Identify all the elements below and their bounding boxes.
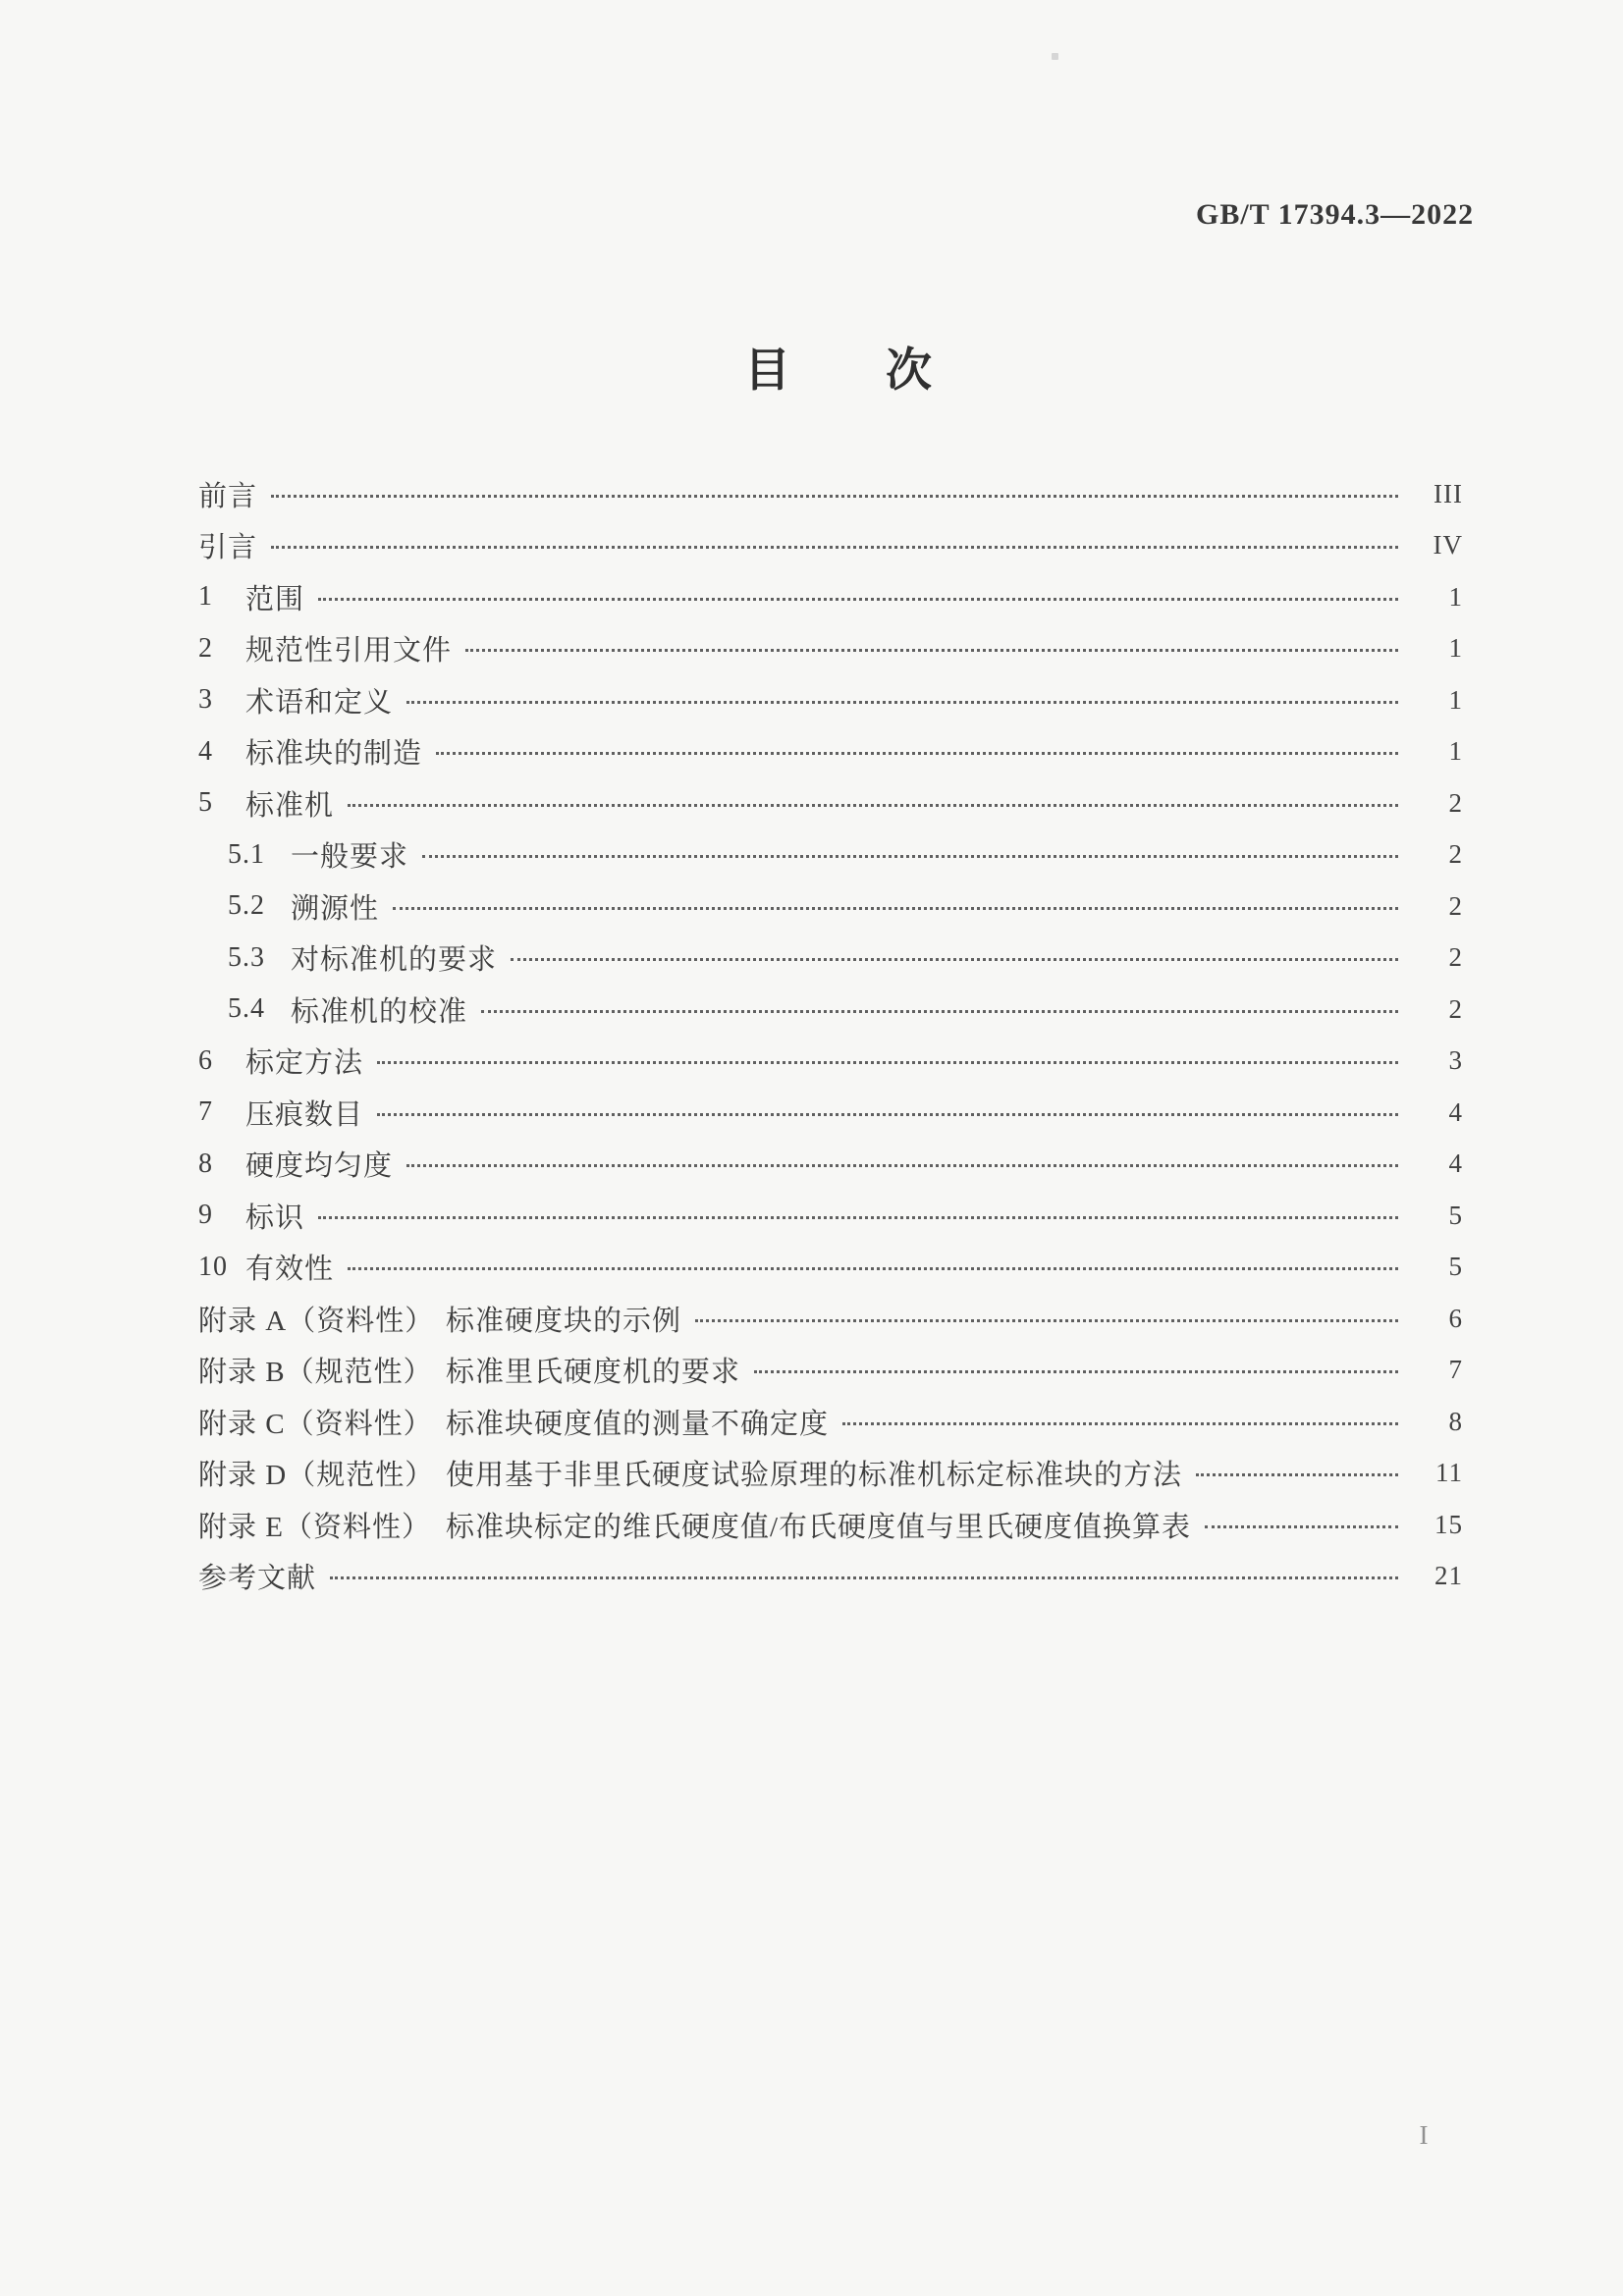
toc-entry-page-number: 4 [1448, 1096, 1463, 1127]
dot-leader [1205, 1525, 1398, 1528]
toc-entry-number: 1 [198, 581, 213, 613]
toc-entry-page-number: 21 [1434, 1561, 1463, 1591]
toc-entry [198, 829, 1463, 881]
toc-entry-label: 标准硬度块的示例 [446, 1305, 682, 1337]
dot-leader [754, 1370, 1398, 1373]
toc-entry [198, 1087, 1463, 1139]
toc-entry-page-number: 6 [1448, 1303, 1463, 1333]
toc-entry [198, 726, 1463, 778]
dot-leader [406, 1164, 1398, 1167]
dot-leader [348, 804, 1398, 807]
toc-entry-number: 5.4 [228, 993, 265, 1025]
toc-entry-number: 5 [198, 787, 213, 819]
toc-entry-page-number: 2 [1448, 787, 1463, 818]
toc-entry-page-number: 1 [1448, 736, 1463, 767]
dot-leader [436, 752, 1398, 755]
toc-entry-number: 3 [198, 684, 213, 716]
toc-entry-number: 8 [198, 1148, 213, 1179]
toc-entry-page-number: 5 [1448, 1252, 1463, 1282]
dot-leader [465, 649, 1398, 652]
toc-entry-label: 标准机的校准 [291, 995, 468, 1028]
dot-leader [377, 1113, 1398, 1116]
toc-entry-number: 6 [198, 1044, 213, 1076]
toc-entry-page-number: III [1434, 478, 1463, 508]
toc-entry-number: 4 [198, 735, 213, 767]
toc-entry-page-number: 4 [1448, 1148, 1463, 1179]
toc-entry [198, 1396, 1463, 1448]
toc-entry-number: 2 [198, 632, 213, 664]
toc-entry-label: 标准机 [245, 789, 335, 822]
toc-entry [198, 881, 1463, 933]
dot-leader [1196, 1473, 1398, 1476]
toc-entry-label: 标准块标定的维氏硬度值/布氏硬度值与里氏硬度值换算表 [446, 1511, 1192, 1543]
toc-entry [198, 520, 1463, 572]
toc-entry [198, 1345, 1463, 1397]
toc-entry-appendix-prefix: 附录 B（规范性） [198, 1357, 433, 1389]
toc-entry-number: 5.3 [228, 941, 265, 973]
toc-entry-label: 使用基于非里氏硬度试验原理的标准机标定标准块的方法 [446, 1460, 1183, 1492]
toc-entry [198, 1448, 1463, 1500]
toc-entry-label: 规范性引用文件 [245, 635, 453, 667]
toc-entry-appendix-prefix: 附录 D（规范性） [198, 1460, 435, 1492]
toc-entry-number: 5.1 [228, 838, 265, 870]
page-title: 目次 [744, 346, 1027, 397]
toc-entry-number: 9 [198, 1200, 213, 1231]
dot-leader [271, 546, 1398, 549]
toc-entry [198, 674, 1463, 726]
toc-entry-page-number: 5 [1448, 1200, 1463, 1230]
toc-entry [198, 1139, 1463, 1191]
toc-entry-label: 前言 [198, 480, 258, 512]
toc-entry-appendix-prefix: 附录 C（资料性） [198, 1408, 433, 1440]
toc-entry-page-number: 15 [1434, 1509, 1463, 1539]
toc-entry-number: 5.2 [228, 890, 265, 922]
toc-entry-label: 标准块的制造 [245, 738, 423, 771]
toc-entry-label: 标准块硬度值的测量不确定度 [446, 1408, 830, 1440]
toc-entry-label: 压痕数目 [245, 1098, 364, 1131]
dot-leader [406, 701, 1398, 704]
dot-leader [481, 1010, 1398, 1013]
toc-entry [198, 1242, 1463, 1294]
toc-entry [198, 933, 1463, 985]
toc-entry [198, 984, 1463, 1036]
toc-entry-label: 术语和定义 [245, 686, 394, 719]
toc-entry [198, 468, 1463, 520]
toc-entry [198, 1293, 1463, 1345]
toc-entry-page-number: 2 [1448, 993, 1463, 1024]
toc-entry-label: 有效性 [245, 1254, 335, 1286]
toc-entry-page-number: 7 [1448, 1355, 1463, 1385]
toc-entry-label: 标准里氏硬度机的要求 [446, 1357, 741, 1389]
dot-leader [695, 1319, 1398, 1322]
toc-entry-page-number: 2 [1448, 839, 1463, 870]
toc-entry-label: 硬度均匀度 [245, 1150, 394, 1183]
toc-entry-page-number: 2 [1448, 942, 1463, 973]
toc-entry-number: 7 [198, 1096, 213, 1128]
dot-leader [318, 1216, 1398, 1219]
toc-entry-page-number: IV [1433, 530, 1463, 561]
dot-leader [271, 495, 1398, 498]
toc-entry [198, 1036, 1463, 1088]
dot-leader [330, 1576, 1398, 1579]
toc-entry-number: 10 [198, 1251, 228, 1282]
footer-page-number: I [1419, 2120, 1429, 2150]
dot-leader [393, 907, 1398, 910]
toc-entry-label: 标定方法 [245, 1047, 364, 1080]
toc-entry-label: 范围 [245, 583, 305, 615]
scan-artifact-dot [1052, 53, 1058, 60]
toc-entry-label: 引言 [198, 532, 258, 564]
toc-entry [198, 623, 1463, 675]
toc-entry-page-number: 2 [1448, 890, 1463, 921]
toc-entry-appendix-prefix: 附录 A（资料性） [198, 1305, 435, 1337]
toc-entry-label: 标识 [245, 1201, 305, 1234]
toc-entry-page-number: 11 [1435, 1458, 1463, 1488]
toc-entry [198, 1190, 1463, 1242]
toc-entry-page-number: 8 [1448, 1406, 1463, 1436]
toc-entry-label: 参考文献 [198, 1563, 317, 1595]
toc-entry-label: 一般要求 [291, 841, 409, 874]
dot-leader [511, 958, 1398, 961]
toc-entry [198, 777, 1463, 829]
dot-leader [318, 598, 1398, 601]
toc-entry-page-number: 1 [1448, 633, 1463, 664]
toc-entry-page-number: 1 [1448, 581, 1463, 612]
dot-leader [422, 855, 1398, 858]
toc-entry [198, 1551, 1463, 1603]
toc-list [198, 468, 1463, 1602]
toc-entry-page-number: 1 [1448, 684, 1463, 715]
standard-number-header: GB/T 17394.3—2022 [1196, 198, 1475, 231]
toc-entry [198, 1499, 1463, 1551]
toc-entry-appendix-prefix: 附录 E（资料性） [198, 1511, 431, 1543]
dot-leader [842, 1422, 1398, 1425]
toc-entry-label: 对标准机的要求 [291, 944, 498, 977]
toc-entry-page-number: 3 [1448, 1045, 1463, 1076]
dot-leader [348, 1267, 1398, 1270]
toc-entry-label: 溯源性 [291, 892, 380, 925]
dot-leader [377, 1061, 1398, 1064]
toc-entry [198, 571, 1463, 623]
